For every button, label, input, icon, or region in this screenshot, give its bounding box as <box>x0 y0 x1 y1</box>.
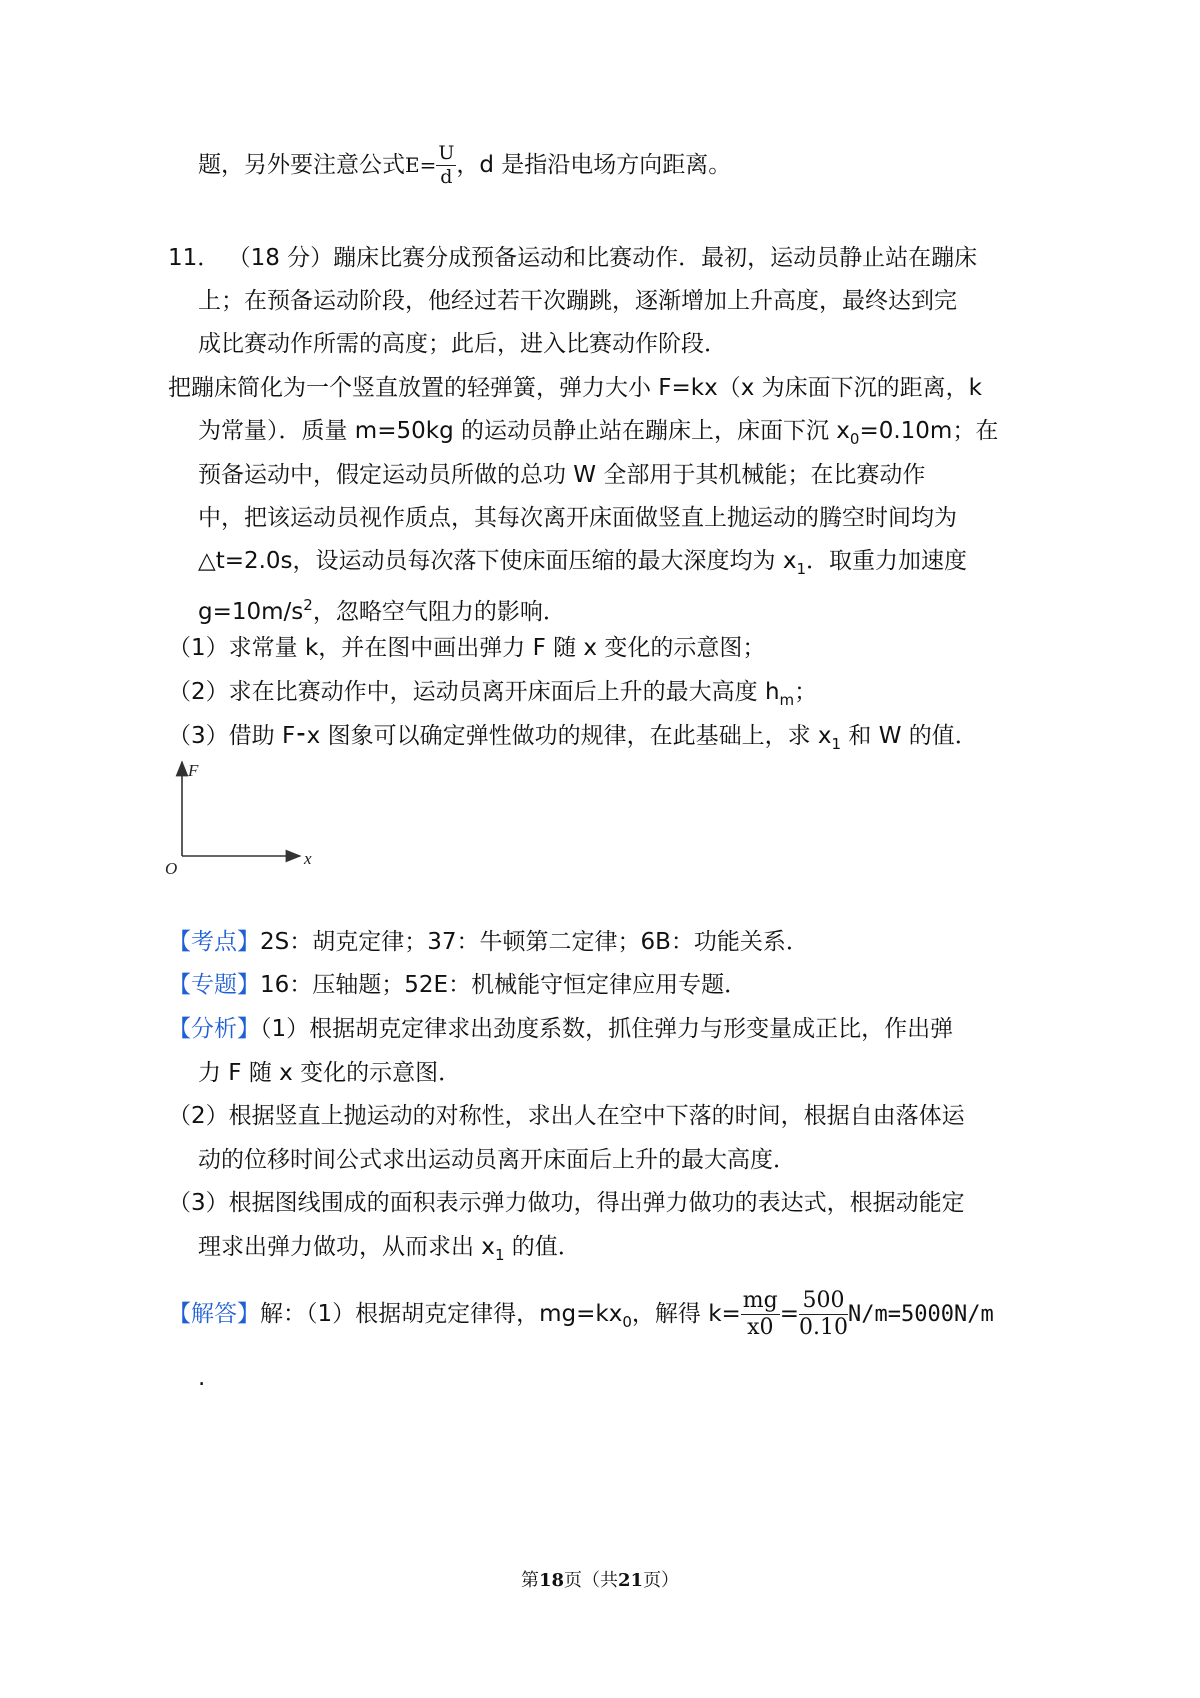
problem-line-8-b: ．取重力加速度 <box>806 548 968 574</box>
problem-line-5-sub: 0 <box>849 430 860 448</box>
prev-line <box>198 144 731 187</box>
problem-line-3: 成比赛动作所需的高度；此后，进入比赛动作阶段． <box>198 331 727 357</box>
fx-graph <box>160 756 320 886</box>
question-3-b: 和 W 的值． <box>841 723 978 749</box>
y-axis-label: F <box>188 761 199 780</box>
jieda-tail: N/m=5000N/m <box>848 1302 994 1327</box>
zhuanti-text: 16：压轴题；52E：机械能守恒定律应用专题． <box>260 972 748 998</box>
zhuanti-line <box>168 969 747 1001</box>
fenxi-line-6-sub: 1 <box>494 1246 505 1264</box>
fenxi-line-1 <box>168 1013 953 1045</box>
question-3 <box>168 720 978 760</box>
prev-formula-fraction <box>436 144 456 187</box>
jieda-text-sub: 0 <box>622 1313 632 1331</box>
footer-page-number: 18 <box>538 1570 564 1591</box>
problem-line-6: 预备运动中，假定运动员所做的总功 W 全部用于其机械能；在比赛动作 <box>198 462 926 488</box>
problem-line-9-b: ，忽略空气阻力的影响． <box>312 599 566 625</box>
problem-line-8 <box>198 545 967 585</box>
jieda-fraction-2 <box>799 1290 848 1339</box>
problem-line-5 <box>198 415 998 455</box>
problem-line-5-b: =0.10m；在 <box>859 418 999 444</box>
problem-number: 11． <box>168 245 221 271</box>
footer-total-pages: 21 <box>618 1570 644 1591</box>
jieda-tag: 【解答】 <box>168 1301 260 1327</box>
jieda-text-a: 解：（1）根据胡克定律得，mg=kx <box>260 1301 623 1327</box>
question-3-sub: 1 <box>831 735 842 753</box>
problem-line-8-sub: 1 <box>796 560 807 578</box>
problem-line-9-sup: 2 <box>303 596 313 614</box>
prev-formula-num: U <box>438 142 455 164</box>
problem-line-8-a: △t=2.0s，设运动员每次落下使床面压缩的最大深度均为 x <box>198 548 797 574</box>
page-footer <box>0 1566 1200 1592</box>
problem-text-1: （18 分）蹦床比赛分成预备运动和比赛动作．最初，运动员静止站在蹦床 <box>227 245 978 271</box>
footer-pre: 第 <box>520 1570 539 1591</box>
jieda-period: . <box>198 1365 206 1391</box>
jieda-text-b: ，解得 k= <box>631 1301 741 1327</box>
origin-label: O <box>165 859 178 878</box>
problem-line-1 <box>168 242 977 274</box>
fenxi-line-3: （2）根据竖直上抛运动的对称性，求出人在空中下落的时间，根据自由落体运 <box>168 1103 965 1129</box>
prev-formula-den: d <box>440 166 453 188</box>
jieda-fraction-1 <box>741 1290 780 1339</box>
problem-line-9-a: g=10m/s <box>198 599 304 625</box>
kaodian-tag: 【考点】 <box>168 929 260 955</box>
prev-text-after: ，d 是指沿电场方向距离。 <box>456 152 732 178</box>
footer-post: 页） <box>643 1570 680 1591</box>
fenxi-tag: 【分析】 <box>168 1016 260 1042</box>
question-2 <box>168 676 817 716</box>
fenxi-line-5: （3）根据图线围成的面积表示弹力做功，得出弹力做功的表达式，根据动能定 <box>168 1190 965 1216</box>
jieda-frac2-den: 0.10 <box>799 1315 849 1340</box>
fenxi-line-6 <box>198 1231 581 1271</box>
fenxi-line-2: 力 F 随 x 变化的示意图． <box>198 1060 462 1086</box>
jieda-frac1-den: x0 <box>747 1315 774 1340</box>
jieda-frac2-num: 500 <box>799 1290 848 1315</box>
question-2-a: （2）求在比赛动作中，运动员离开床面后上升的最大高度 h <box>168 679 780 705</box>
kaodian-line <box>168 926 809 958</box>
zhuanti-tag: 【专题】 <box>168 972 260 998</box>
problem-line-7: 中，把该运动员视作质点，其每次离开床面做竖直上抛运动的腾空时间均为 <box>198 505 957 531</box>
footer-mid: 页（共 <box>564 1570 618 1591</box>
fenxi-text-1: （1）根据胡克定律求出劲度系数，抓住弹力与形变量成正比，作出弹 <box>260 1016 954 1042</box>
problem-line-2: 上；在预备运动阶段，他经过若干次蹦跳，逐渐增加上升高度，最终达到完 <box>198 288 957 314</box>
question-2-b: ； <box>794 679 818 705</box>
question-3-a: （3）借助 F⁃x 图象可以确定弹性做功的规律，在此基础上，求 x <box>168 723 832 749</box>
problem-line-4: 把蹦床简化为一个竖直放置的轻弹簧，弹力大小 F=kx（x 为床面下沉的距离，k <box>168 375 982 401</box>
problem-line-9 <box>198 589 566 628</box>
prev-text-before: 题，另外要注意公式 <box>198 152 405 178</box>
jieda-line <box>168 1290 1198 1346</box>
kaodian-text: 2S：胡克定律；37：牛顿第二定律；6B：功能关系． <box>260 929 809 955</box>
question-2-sub: m <box>779 691 795 709</box>
prev-formula-lhs: E= <box>405 153 437 177</box>
fenxi-line-4: 动的位移时间公式求出运动员离开床面后上升的最大高度． <box>198 1147 796 1173</box>
jieda-eq: = <box>779 1301 800 1327</box>
jieda-frac1-num: mg <box>742 1290 778 1313</box>
fenxi-line-6-a: 理求出弹力做功，从而求出 x <box>198 1234 495 1260</box>
question-1: （1）求常量 k，并在图中画出弹力 F 随 x 变化的示意图； <box>168 635 766 661</box>
x-axis-label: x <box>304 849 312 868</box>
fenxi-line-6-b: 的值． <box>504 1234 581 1260</box>
problem-line-5-a: 为常量）．质量 m=50kg 的运动员静止站在蹦床上，床面下沉 x <box>198 418 850 444</box>
